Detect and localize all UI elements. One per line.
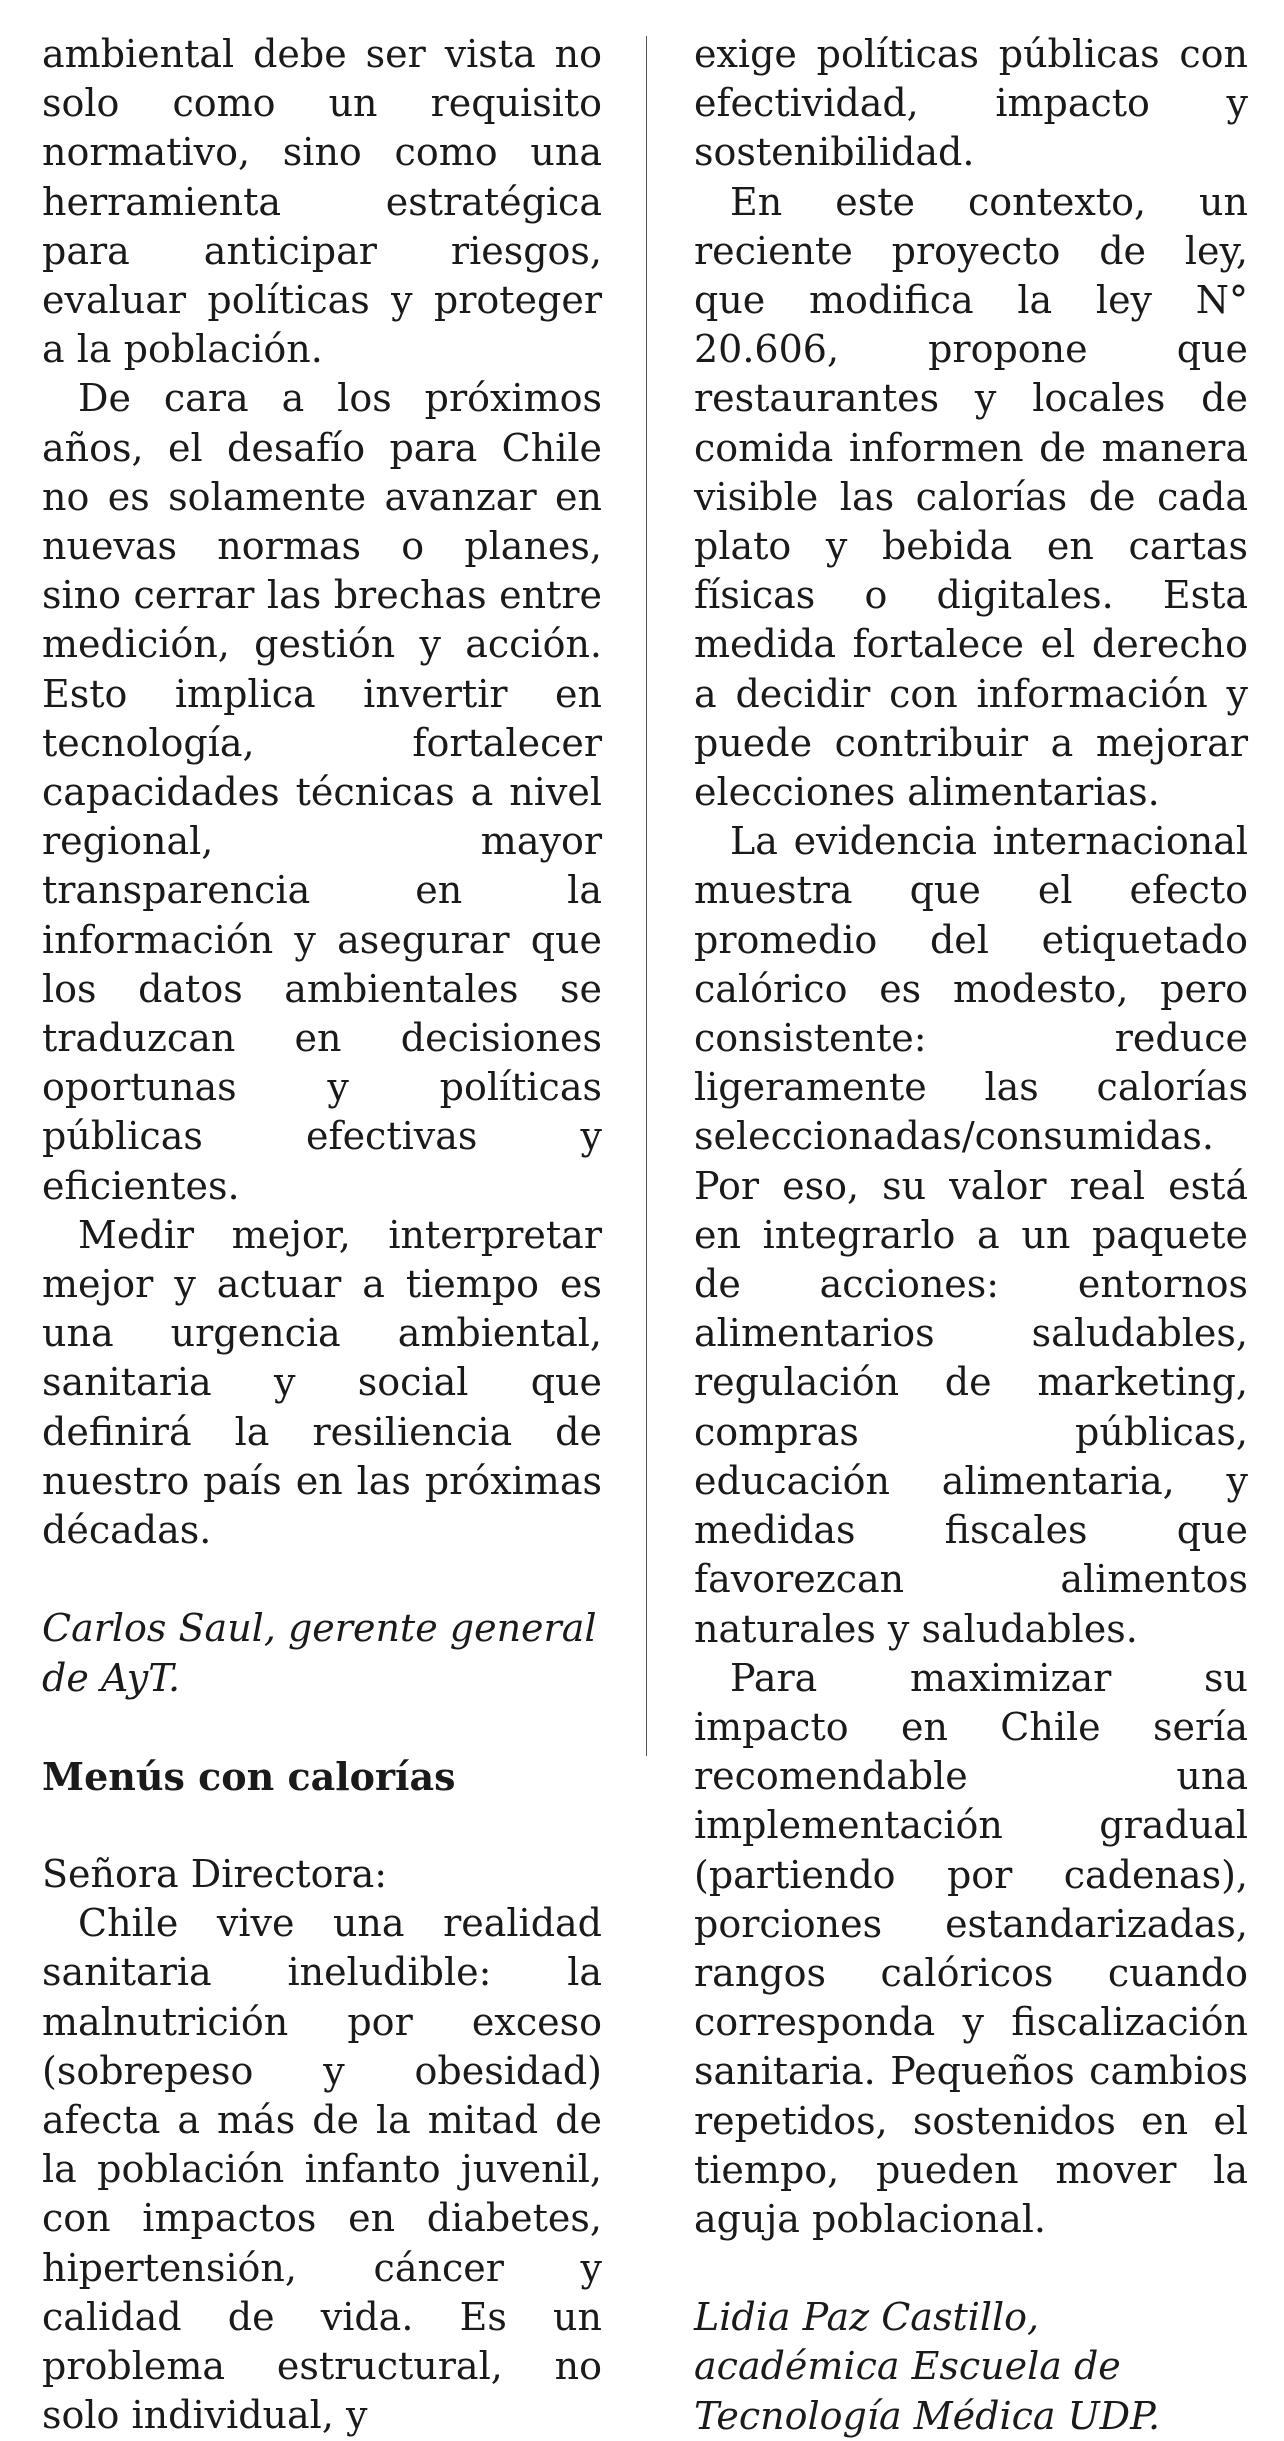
letter-1-signature: Carlos Saul, gerente general de AyT.: [42, 1606, 597, 1700]
right-column: [694, 30, 1248, 2441]
letter-1-closing-paragraph: Medir mejor, interpretar mejor y actuar a tiempo es una urgencia ambiental, sanitaria y social que definirá la resiliencia de nuestro país en las próximas décadas.: [42, 1212, 602, 1553]
letter-2-continued-paragraph: exige políticas públicas con efectividad, impacto y sostenibilidad.: [694, 32, 1248, 175]
spacer: [694, 2244, 1248, 2293]
left-column: [42, 30, 602, 2440]
letter-2-opening-paragraph: Chile vive una realidad sanitaria ineludible: la malnutrición por exceso (sobrepeso y obesidad) afecta a más de la mitad de la población infanto juvenil, con impactos en diabetes, hipertensión, cáncer y calidad de vida. Es un problema estructural, no solo individual, y: [42, 1901, 602, 2438]
letter-2-signature: Lidia Paz Castillo, académica Escuela de Tecnología Médica UDP.: [694, 2295, 1161, 2438]
spacer: [42, 1555, 602, 1604]
letter-1-continued-paragraph: ambiental debe ser vista no solo como un requisito normativo, sino como una herramienta estratégica para anticipar riesgos, evaluar políticas y proteger a la población.: [42, 32, 602, 372]
spacer: [42, 1801, 602, 1850]
letter-2-heading: Menús con calorías: [42, 1753, 456, 1799]
letter-1-paragraph: De cara a los próximos años, el desafío para Chile no es solamente avanzar en nuevas normas o planes, sino cerrar las brechas entre medición, gestión y acción. Esto implica invertir en tecnología, fortalecer capacidades técnicas a nivel regional, mayor transparencia en la información y asegurar que los datos ambientales se traduzcan en decisiones oportunas y políticas públicas efectivas y eficientes.: [42, 376, 602, 1208]
letter-2-evidence-paragraph: La evidencia internacional muestra que el efecto promedio del etiquetado calórico es modesto, pero consistente: reduce ligeramente las calorías seleccionadas/consumidas. Por eso, su valor real está en integrarlo a un paquete de acciones: entornos alimentarios saludables, regulación de marketing, compras públicas, educación alimentaria, y medidas fiscales que favorezcan alimentos naturales y saludables.: [694, 819, 1248, 1651]
spacer: [42, 1703, 602, 1752]
letter-2-recommendation-paragraph: Para maximizar su impacto en Chile sería recomendable una implementación gradual (partiendo por cadenas), porciones estandarizadas, rangos calóricos cuando corresponda y fiscalización sanitaria. Pequeños cambios repetidos, sostenidos en el tiempo, pueden mover la aguja poblacional.: [694, 1655, 1248, 2241]
letter-2-context-paragraph: En este contexto, un reciente proyecto de ley, que modifica la ley N° 20.606, propone que restaurantes y locales de comida informen de manera visible las calorías de cada plato y bebida en cartas físicas o digitales. Esta medida fortalece el derecho a decidir con información y puede contribuir a mejorar elecciones alimentarias.: [694, 179, 1248, 815]
column-divider: [646, 36, 647, 1756]
letter-2-salutation: Señora Directora:: [42, 1851, 388, 1896]
